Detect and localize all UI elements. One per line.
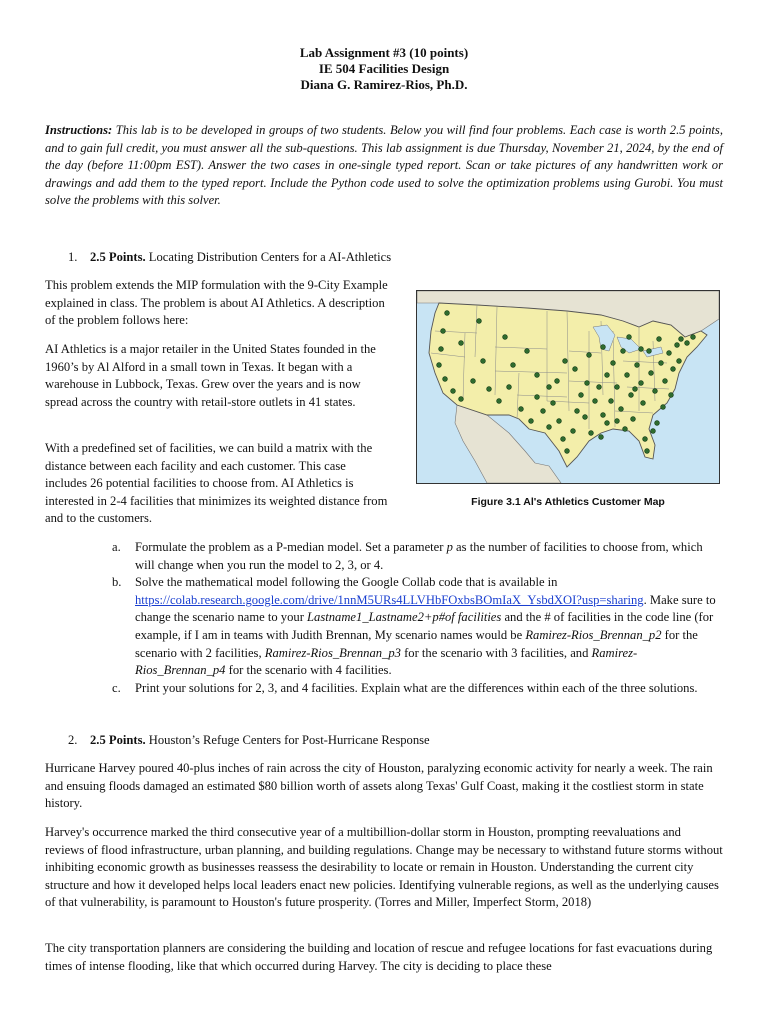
problem1-number: 1. (68, 250, 78, 264)
assignment-title: Lab Assignment #3 (10 points) (299, 45, 469, 60)
customer-location-dot (621, 349, 626, 354)
customer-location-dot (601, 345, 606, 350)
problem1-facilities: With a predefined set of facilities, we can build a matrix with the distance between each facility and each customer. This case includes 26 potential facilities to choose from. AI Athletics is interested in 2-4 facilities that minimizes its weighted distance from and to the customers. (45, 441, 388, 526)
customer-location-dot (675, 343, 680, 348)
scenario-name-format: Lastname1_Lastname2+p#of facilities (307, 610, 502, 625)
customer-location-dot (571, 429, 576, 434)
instructions-paragraph (45, 122, 723, 210)
customer-location-dot (557, 419, 562, 424)
instructions-label: Instructions: (45, 123, 113, 137)
problem1-title: Locating Distribution Centers for a AI-Athletics (145, 250, 392, 264)
subquestion-a (112, 539, 724, 574)
customer-location-dot (679, 337, 684, 342)
customer-location-dot (541, 409, 546, 414)
customer-location-dot (677, 359, 682, 364)
customer-location-dot (519, 407, 524, 412)
customer-location-dot (477, 319, 482, 324)
customer-location-dot (555, 379, 560, 384)
subquestion-b-text-2: . Make sure to change the scenario name to your (135, 592, 716, 625)
problem1-intro: This problem extends the MIP formulation with the 9-City Example explained in class. The problem is about AI Athletics. A description of the problem follows here: (45, 278, 388, 328)
problem2-points: 2.5 Points. (90, 733, 146, 747)
customer-location-dot (445, 311, 450, 316)
customer-location-dot (663, 379, 668, 384)
customer-location-dot (611, 361, 616, 366)
customer-location-dot (657, 337, 662, 342)
customer-location-dot (643, 437, 648, 442)
parameter-p: p (446, 540, 453, 554)
customer-location-dot (563, 359, 568, 364)
problem2-harvey-paragraph: Hurricane Harvey poured 40-plus inches of rain across the city of Houston, paralyzing economic activity for nearly a week. The rain and ensuing floods damaged an estimated $80 billion worth of assets along Texas' Gulf Coast, making it the costliest storm in state history. (45, 761, 713, 811)
customer-location-dot (671, 367, 676, 372)
customer-location-dot (653, 389, 658, 394)
subquestion-b (112, 574, 724, 680)
customer-location-dot (639, 381, 644, 386)
customer-location-dot (561, 437, 566, 442)
customer-location-dot (451, 389, 456, 394)
customer-location-dot (691, 335, 696, 340)
customer-location-dot (441, 329, 446, 334)
customer-location-dot (627, 335, 632, 340)
customer-location-dot (579, 393, 584, 398)
customer-location-dot (645, 449, 650, 454)
customer-location-dot (685, 341, 690, 346)
customer-location-dot (619, 407, 624, 412)
customer-location-dot (511, 363, 516, 368)
problem2-number: 2. (68, 733, 78, 747)
subquestion-c-text: Print your solutions for 2, 3, and 4 facilities. Explain what are the differences within each of the three solutions. (135, 680, 698, 695)
customer-location-dot (575, 409, 580, 414)
customer-location-dot (583, 415, 588, 420)
customer-location-dot (605, 373, 610, 378)
problem1-heading (68, 249, 718, 267)
customer-location-dot (669, 393, 674, 398)
problem2-infrastructure-paragraph: Harvey's occurrence marked the third consecutive year of a multibillion-dollar storm in Houston, prompting reevaluations and reviews of flood infrastructure, urban planning, and building regulations. Change may be necessary to withstand future storms without inhibiting economic growth as businesses reassess the desirability to locate or remain in Houston. Understanding the current city structure and how it developed helps local leaders enact new policies. Identifying vulnerable regions, as well as the underlying causes of that vulnerability, is paramount to Houston's future prosperity. (Torres and Miller, Imperfect Storm, 2018) (45, 825, 723, 910)
scenario-example-p2: Ramirez-Rios_Brennan_p2 (525, 627, 662, 642)
problem1-description: AI Athletics is a major retailer in the United States founded in the 1960’s by Al Alford in a small town in Texas. It began with a warehouse in Lubbock, Texas. Grew over the years and is now spread across the country with retail-store outlets in 41 states. (45, 342, 376, 409)
problem2-heading (68, 732, 718, 750)
customer-location-dot (667, 351, 672, 356)
problem2-title: Houston’s Refuge Centers for Post-Hurricane Response (145, 733, 430, 747)
customer-location-dot (649, 371, 654, 376)
colab-link[interactable]: https://colab.research.google.com/drive/1nnM5URs4LLVHbFOxbsBOmIaX_YsbdXOI?usp=sharing (135, 592, 644, 607)
subquestion-a-marker: a. (112, 540, 121, 554)
customer-location-dot (529, 419, 534, 424)
figure-caption: Figure 3.1 Al's Athletics Customer Map (471, 496, 665, 508)
instructions-text: This lab is to be developed in groups of two students. Below you will find four problems. Each case is worth 2.5 points, and to gain full credit, you must answer all the sub-questions. This lab assignment is due Thursday, November 21, 2024, by the end of the day (before 11:00pm EST). Answer the two cases in one-single typed report. Scan or take pictures of any handwritten work or drawings and add them to the typed report. Include the Python code used to solve the optimization problems using Gurobi. You must solve the problems with this solver. (45, 123, 723, 207)
customer-location-dot (639, 347, 644, 352)
customer-location-dot (551, 401, 556, 406)
customer-location-dot (605, 421, 610, 426)
customer-location-dot (547, 425, 552, 430)
customer-map-figure (416, 290, 720, 484)
document-header (0, 45, 768, 93)
customer-location-dot (487, 387, 492, 392)
author-name: Diana G. Ramirez-Rios, Ph.D. (300, 77, 468, 92)
customer-location-dot (443, 377, 448, 382)
customer-location-dot (437, 363, 442, 368)
subquestion-b-text: Solve the mathematical model following the Google Collab code that is available in (135, 575, 558, 590)
customer-location-dot (547, 385, 552, 390)
customer-location-dot (459, 397, 464, 402)
course-name: IE 504 Facilities Design (318, 61, 450, 76)
customer-location-dot (659, 361, 664, 366)
customer-location-dot (503, 335, 508, 340)
customer-location-dot (439, 347, 444, 352)
subquestion-c (112, 680, 724, 698)
customer-location-dot (589, 431, 594, 436)
subquestion-a-text-cont: as the number of facilities to choose from, which will change when you run the model to 2, 3, or 4. (135, 540, 703, 572)
customer-location-dot (481, 359, 486, 364)
problem1-points: 2.5 Points. (90, 250, 146, 264)
customer-location-dot (497, 399, 502, 404)
subquestion-b-text-6: for the scenario with 4 facilities. (225, 663, 392, 678)
customer-location-dot (629, 393, 634, 398)
customer-location-dot (597, 385, 602, 390)
customer-location-dot (599, 435, 604, 440)
customer-location-dot (631, 417, 636, 422)
customer-location-dot (459, 341, 464, 346)
scenario-example-p4: Ramirez-Rios_Brennan_p4 (135, 645, 638, 678)
customer-location-dot (651, 429, 656, 434)
customer-location-dot (593, 399, 598, 404)
problem1-subquestions (112, 539, 724, 697)
problem2-planners-paragraph: The city transportation planners are considering the building and location of rescue and refugee locations for fast evacuations during times of intense flooding, like that which occurred during Harvey. The city is deciding to place these (45, 941, 713, 973)
subquestion-b-text-4: for the scenario with 2 facilities, (135, 627, 698, 660)
customer-location-dot (615, 419, 620, 424)
customer-location-dot (601, 413, 606, 418)
customer-location-dot (471, 379, 476, 384)
customer-location-dot (615, 385, 620, 390)
subquestion-a-text: Formulate the problem as a P-median model. Set a parameter (135, 540, 447, 554)
customer-location-dot (535, 395, 540, 400)
customer-location-dot (609, 399, 614, 404)
customer-location-dot (655, 421, 660, 426)
customer-location-dot (535, 373, 540, 378)
customer-location-dot (587, 353, 592, 358)
customer-location-dot (661, 405, 666, 410)
customer-location-dot (623, 427, 628, 432)
subquestion-b-text-5: for the scenario with 3 facilities, and (400, 645, 592, 660)
subquestion-c-marker: c. (112, 680, 121, 695)
subquestion-b-text-3: and the # of facilities in the code line (for example, if I am in teams with Judith Brennan, My scenario names would be (135, 610, 714, 642)
customer-location-dot (507, 385, 512, 390)
customer-location-dot (647, 349, 652, 354)
customer-location-dot (641, 401, 646, 406)
customer-location-dot (573, 367, 578, 372)
us-map-image (417, 291, 719, 483)
customer-location-dot (565, 449, 570, 454)
customer-location-dot (525, 349, 530, 354)
customer-location-dot (633, 387, 638, 392)
customer-location-dot (625, 373, 630, 378)
subquestion-b-marker: b. (112, 575, 122, 590)
customer-location-dot (635, 363, 640, 368)
customer-location-dot (585, 381, 590, 386)
scenario-example-p3: Ramirez-Rios_Brennan_p3 (264, 645, 401, 660)
